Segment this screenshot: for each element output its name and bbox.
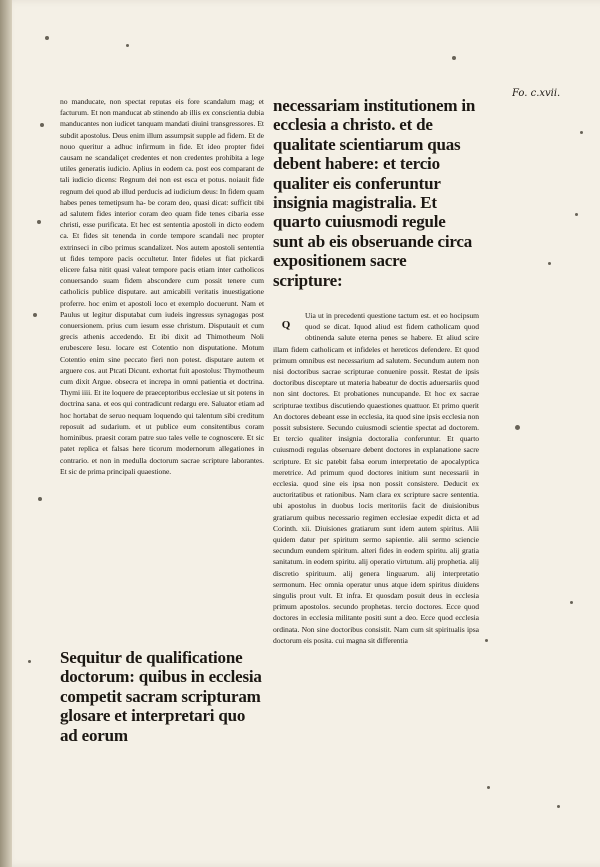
drop-initial: Q	[281, 319, 291, 331]
foxing-spot	[37, 220, 41, 224]
foxing-spot	[575, 213, 578, 216]
foxing-spot	[33, 313, 37, 317]
foxing-spot	[28, 660, 31, 663]
foxing-spot	[452, 56, 456, 60]
right-column	[273, 96, 479, 816]
left-column-body: no manducate, non spectat reputas eis fore scandalum mag; et facturum. Et non manducat ab stinendo ab illis ex conscientia dubia manducantes non iudicet tanquam mandati diuini transgressores. Et subdit apostolus. Deus enim illum assumpsit supple ad fidem. Et de nouo queritur a adhuc infirmum in fide. Et ideo propter fidei causam ne scandaliçet credentes et non credentes prohibita a lege utiles generatis iudicio. Aplius in eodem ca. post eos comparant de tali iudicio dicens: Regnum dei non est esca et potus. noiauit fide regnum dei quod ab illud perducis ad iudicium deus: In fidem quam habes penes temetipsum ha- be coram deo, quasi dicat: sufficit tibi ad salutem fides interior coram deo quam fide tenes cibaria esse christi, esse purificata. Et hec est sententia apostoli in dicto eodem ca. Et fides sit tenenda in corde tempore scandali nec propter extrinseci in cibo primus scandalizet. Nos autem apostoli sententia ut fides tempore pacis occultetur. Inter fideles ut fiat pickardi elicere falsa nitit quasi valeat tempore pacis etiam inter catholicos conuersando suam fidem abscondere cum possit tenere cum catholicis publice disputare. aut amicabili veritatis inuestigatione proferre. hoc enim et apostoli loco et exemplo docuerunt. Nam et Paulus ut legitur disputabat cum iudeis ingressus synagogas post conuersionem. prius cum iesum esse christum. Disputauit et cum grecis athenis accedendo. Et ibi dixit ad Thimotheum Noli erubescere Iesu. locare est Cotentio non disputatione. Motum Cotentio enim sine peccato fieri non potest. disputare autem et arguere cos. aut Ptcati Dicunt. exhortat fuit apostolus: Thymotheum cum dixit Argue. obsecra et increpa in omni patientia et doctrina. Thymi iiii. Et ite loquere de praeceptoribus ecclesiae ut sit potens in doctrina sana. et eos qui contradicunt redargu ere. Saluator etiam ad hoc hortabat de seruo nequam loquendo qui talentum sibi creditum reposuit ad sudarium. et ut publice eum consitentibus coram hominibus. praesit coram patre suo tales velle te cognoscere. Et sic patet replica et falsas here ticorum modernorum allegationes in contrario. et non in medulla doctorum sacrae scripture laborantes. Et sic de prima principali quaestione.	[60, 97, 264, 476]
foxing-spot	[40, 123, 44, 127]
right-column-body: Uia ut in precedenti questione tactum est. et eo hocipsum quod se dicat. Iquod aliud est fidem catholicam quod obtinenda salute eterna penes se habere. Et aliud scire illam fidem catholicam et infideles et hereticos defendere. Et quod primum omnibus est necessarium ad salutem. Secundum autem non nisi doctoribus sacrae scripturae conuenire possit. Restat de ipsis doctoribus disceptare ut materia habeatur de doctis aduersariis quod non sint doctores. Et probationes nuncupande. Et hoc ex sacrae scripturae textibus discutiendo quaestiones quattuor. Et primo querit An doctores debeant esse in ecclesia, ita quod sine ipsis ecclesia non possit subsistere. Secundo cuiusmodi scientie spectat ad doctorem. Et tercio qualiter insignia doctoralia conferuntur. Et quarto cuiusmodi regulas obseruare debent doctores in explanatione sacre scripture. Et sic patebit falsa eorum interpretatio de apocalyptica meretrice. Ad primum quod doctores initium sunt necessarii in ecclesia. quod sine eis ipsa non possit consistere. Deducit ex auctoritatibus et rationibus. Nam clara ex scripture sacre sententia. ubi apostolus in duobus locis meritoriis facit de diuisionibus gratiarum quibus necessario regimen ecclesiae expedit dicta et ad Corinth. xii. Diuisiones gratiarum sunt idem autem spiritus. Alii quidem datur per spiritum sermo sapientie. alii sermo sciencie secundum eundem spiritum. alteri fides in eodem spiritu. alij gratia sanitatum. in eodem spiritu. alij operatio virtutum. alij prophetia. alij discretio spirituum. alij genera linguarum. alij interpretatio sermonum. Hec omnia operatur unus atque idem spiritus diuidens singulis prout vult. Et infra. Et quosdam posuit deus in ecclesia primum apostolos. secundo prophetas. tercio doctores. Ecce quod doctores in ecclesia militante positi sunt a deo. Ecce quod ecclesia ordinata. Non sine doctoribus consistit. Nam cum sit spiritualis ipsa doctorum eis posita. cui magna sit differentia	[273, 311, 479, 645]
binding-gutter	[0, 0, 12, 867]
foxing-spot	[570, 601, 573, 604]
foxing-spot	[580, 131, 583, 134]
left-column-heading: Sequitur de qualificatione doctorum: quibus in ecclesia competit sacram scripturam glosare et interpretari quo ad eorum	[60, 648, 262, 745]
folio-number: Fo. c.xvii.	[512, 88, 561, 99]
right-column-body-wrap	[273, 310, 479, 816]
foxing-spot	[557, 805, 560, 808]
foxing-spot	[548, 262, 551, 265]
foxing-spot	[38, 497, 42, 501]
foxing-spot	[487, 786, 490, 789]
right-column-heading: necessariam institutionem in ecclesia a christo. et de qualitate scientiarum quas debent habere: et tercio qualiter eis conferuntur insignia magistralia. Et quarto cuiusmodi regule sunt ab eis obseruande circa expositionem sacre scripture:	[273, 96, 476, 290]
foxing-spot	[45, 36, 49, 40]
left-column	[60, 96, 264, 821]
foxing-spot	[515, 425, 520, 430]
foxing-spot	[485, 639, 488, 642]
foxing-spot	[126, 44, 129, 47]
